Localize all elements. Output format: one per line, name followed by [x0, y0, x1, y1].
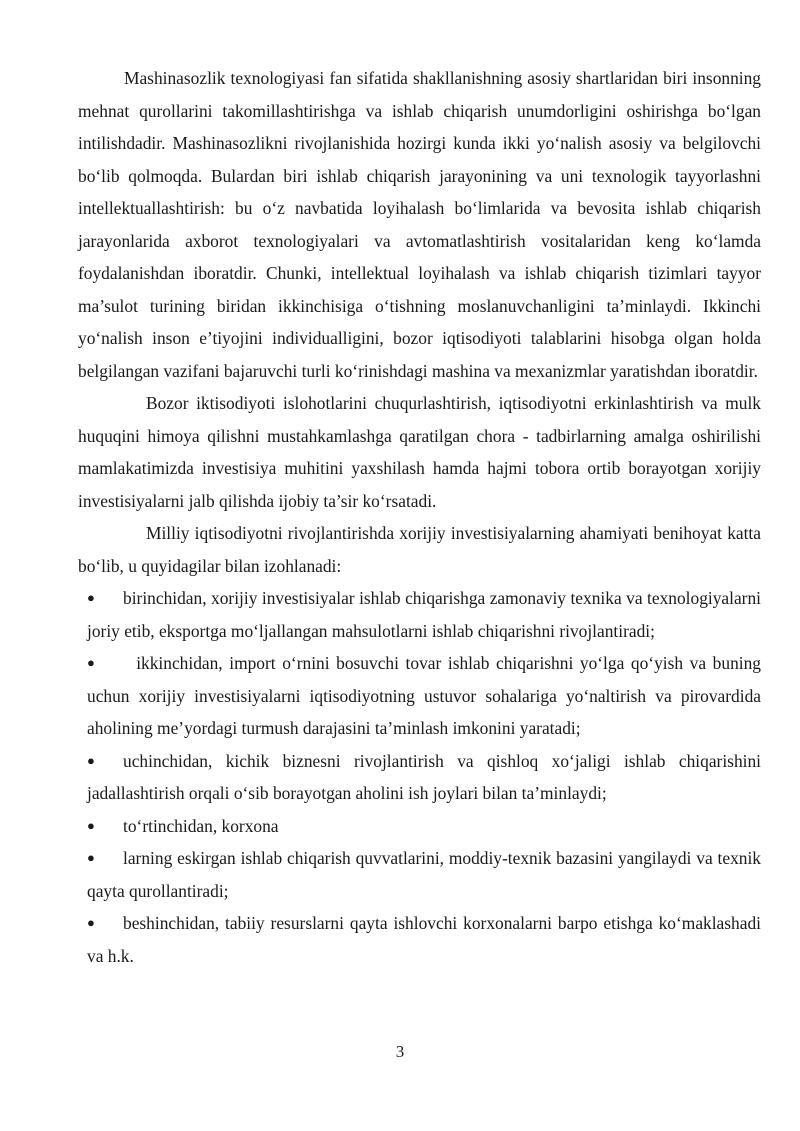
list-item-text: larning eskirgan ishlab chiqarish quvvatlarini, moddiy-texnik bazasini yangilaydi va texnik qayta qurollantiradi;	[87, 848, 761, 901]
list-item-text: beshinchidan, tabiiy resurslarni qayta ishlovchi korxonalarni barpo etishga ko‘maklashadi va h.k.	[87, 913, 761, 966]
bullet-icon: ●	[87, 590, 95, 605]
bullet-icon: ●	[87, 915, 95, 930]
bullet-icon: ●	[87, 850, 95, 865]
bullet-icon: ●	[87, 752, 95, 768]
list-item	[78, 647, 766, 745]
list-item	[78, 745, 761, 810]
list-item	[78, 907, 761, 972]
list-item-text: birinchidan, xorijiy investisiyalar ishlab chiqarishga zamonaviy texnika va texnologiyalarni joriy etib, eksportga mo‘ljallangan mahsulotlarni ishlab chiqarishni rivojlantiradi;	[87, 588, 761, 641]
paragraph-milliy-iqtisodiyot: Milliy iqtisodiyotni rivojlantirishda xorijiy investisiyalarning ahamiyati benihoyat katta bo‘lib, u quyidagilar bilan izohlanadi:	[78, 523, 761, 576]
paragraph-bozor-iqtisodiyoti: Bozor iktisodiyoti islohotlarini chuqurlashtirish, iqtisodiyotni erkinlashtirish va mulk huquqini himoya qilishni mustahkamlashga qaratilgan chora - tadbirlarning amalga oshirilishi mamlakatimizda investisiya muhitini yaxshilash hamda hajmi tobora ortib borayotgan xorijiy investisiyalarni jalb qilishda ijobiy ta’sir ko‘rsatadi.	[78, 393, 761, 511]
list-item	[78, 842, 761, 907]
list-item	[78, 810, 761, 843]
list-item-text: uchinchidan, kichik biznesni rivojlantirish va qishloq xo‘jaligi ishlab chiqarishini jadallashtirish orqali o‘sib borayotgan aholini ish joylari bilan ta’minlaydi;	[87, 750, 761, 803]
list-item	[78, 582, 761, 647]
list-item-text: ikkinchidan, import o‘rnini bosuvchi tovar ishlab chiqarishni yo‘lga qo‘yish va buning uchun xorijiy investisiyalarni iqtisodiyotning ustuvor sohalariga yo‘naltirish va pirovardida aholining me’yordagi turmush darajasini ta’minlash imkonini yaratadi;	[87, 653, 766, 738]
list-item-text: to‘rtinchidan, korxona	[123, 815, 279, 836]
bullet-icon: ●	[87, 817, 95, 833]
paragraph-mashinasozlik: Mashinasozlik texnologiyasi fan sifatida shakllanishning asosiy shartlaridan biri insonning mehnat qurollarini takomillashtirishga va ishlab chiqarish unumdorligini oshirishga bo‘lgan intilishdadir. Mashinasozlikni rivojlanishida hozirgi kunda ikki yo‘nalish asosiy va belgilovchi bo‘lib qolmoqda. Bulardan biri ishlab chiqarish jarayonining va uni texnologik tayyorlashni intellektuallashtirish: bu o‘z navbatida loyihalash bo‘limlarida va bevosita ishlab chiqarish jarayonlarida axborot texnologiyalari va avtomatlashtirish vositalaridan keng ko‘lamda foydalanishdan iboratdir. Chunki, intellektual loyihalash va ishlab chiqarish tizimlari tayyor ma’sulot turining biridan ikkinchisiga o‘tishning moslanuvchanligini ta’minlaydi. Ikkinchi yo‘nalish inson e’tiyojini individualligini, bozor iqtisodiyoti talablarini hisobga olgan holda belgilangan vazifani bajaruvchi turli ko‘rinishdagi mashina va mexanizmlar yaratishdan iboratdir.	[78, 68, 761, 381]
page-number: 3	[395, 1042, 405, 1061]
page-body	[78, 62, 766, 972]
bullet-icon: ●	[87, 655, 95, 670]
